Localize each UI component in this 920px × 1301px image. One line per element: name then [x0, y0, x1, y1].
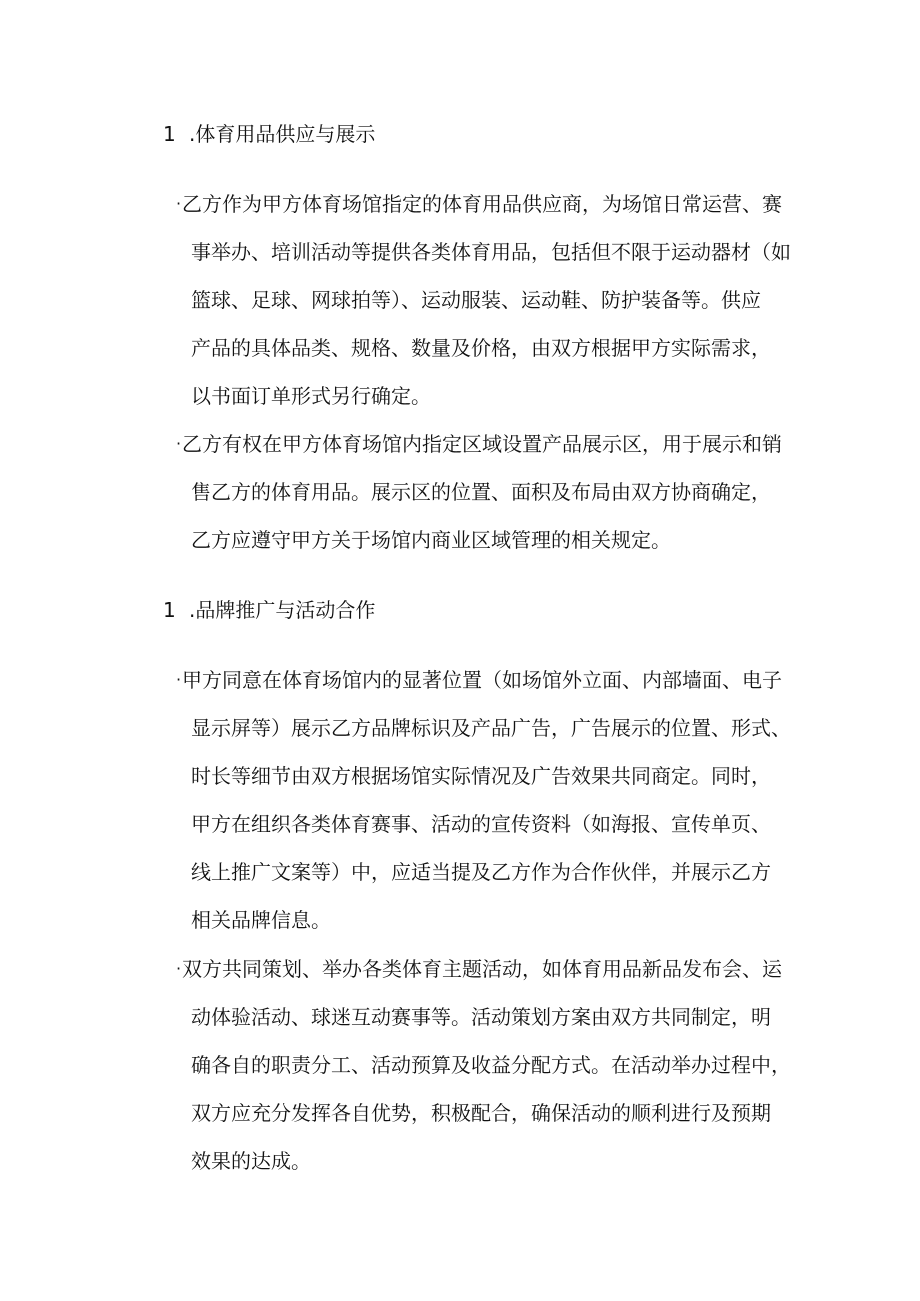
bullet-dot: ·: [176, 670, 182, 689]
paragraph-1-1: [176, 180, 796, 420]
section-title: .体育用品供应与展示: [189, 122, 376, 146]
paragraph-line: 线上推广文案等）中，应适当提及乙方作为合作伙伴，并展示乙方: [191, 860, 771, 884]
paragraph-line: 事举办、培训活动等提供各类体育用品，包括但不限于运动器材（如: [191, 240, 791, 264]
paragraph-line: ·甲方同意在体育场馆内的显著位置（如场馆外立面、内部墙面、电子: [176, 656, 796, 704]
paragraph-line: 篮球、足球、网球拍等）、运动服装、运动鞋、防护装备等。供应: [191, 288, 761, 312]
bullet-dot: ·: [176, 959, 182, 978]
section-title: .品牌推广与活动合作: [189, 598, 376, 622]
section-heading-1: [163, 120, 375, 148]
section-heading-2: [163, 596, 375, 624]
paragraph-line: ·双方共同策划、举办各类体育主题活动，如体育用品新品发布会、运: [176, 945, 796, 993]
paragraph-line: ·乙方有权在甲方体育场馆内指定区域设置产品展示区，用于展示和销: [176, 420, 796, 468]
paragraph-line: 相关品牌信息。: [191, 908, 331, 932]
paragraph-line: 售乙方的体育用品。展示区的位置、面积及布局由双方协商确定，: [191, 480, 771, 504]
paragraph-1-2: [176, 420, 796, 564]
paragraph-line: ·乙方作为甲方体育场馆指定的体育用品供应商，为场馆日常运营、赛: [176, 180, 796, 228]
paragraph-line: 以书面订单形式另行确定。: [191, 384, 431, 408]
paragraph-line: 双方应充分发挥各自优势，积极配合，确保活动的顺利进行及预期: [191, 1101, 771, 1125]
paragraph-line: 确各自的职责分工、活动预算及收益分配方式。在活动举办过程中，: [191, 1053, 791, 1077]
paragraph-2-2: [176, 945, 796, 1185]
paragraph-line: 效果的达成。: [191, 1149, 311, 1173]
section-number: 1: [163, 122, 176, 146]
paragraph-2-1: [176, 656, 796, 944]
paragraph-line: 时长等细节由双方根据场馆实际情况及广告效果共同商定。同时，: [191, 764, 771, 788]
bullet-dot: ·: [176, 194, 182, 213]
paragraph-line: 乙方应遵守甲方关于场馆内商业区域管理的相关规定。: [191, 528, 671, 552]
paragraph-line: 动体验活动、球迷互动赛事等。活动策划方案由双方共同制定，明: [191, 1005, 771, 1029]
paragraph-line: 甲方在组织各类体育赛事、活动的宣传资料（如海报、宣传单页、: [191, 812, 771, 836]
section-number: 1: [163, 598, 176, 622]
bullet-dot: ·: [176, 434, 182, 453]
paragraph-line: 显示屏等）展示乙方品牌标识及产品广告，广告展示的位置、形式、: [191, 716, 791, 740]
paragraph-line: 产品的具体品类、规格、数量及价格，由双方根据甲方实际需求，: [191, 336, 771, 360]
